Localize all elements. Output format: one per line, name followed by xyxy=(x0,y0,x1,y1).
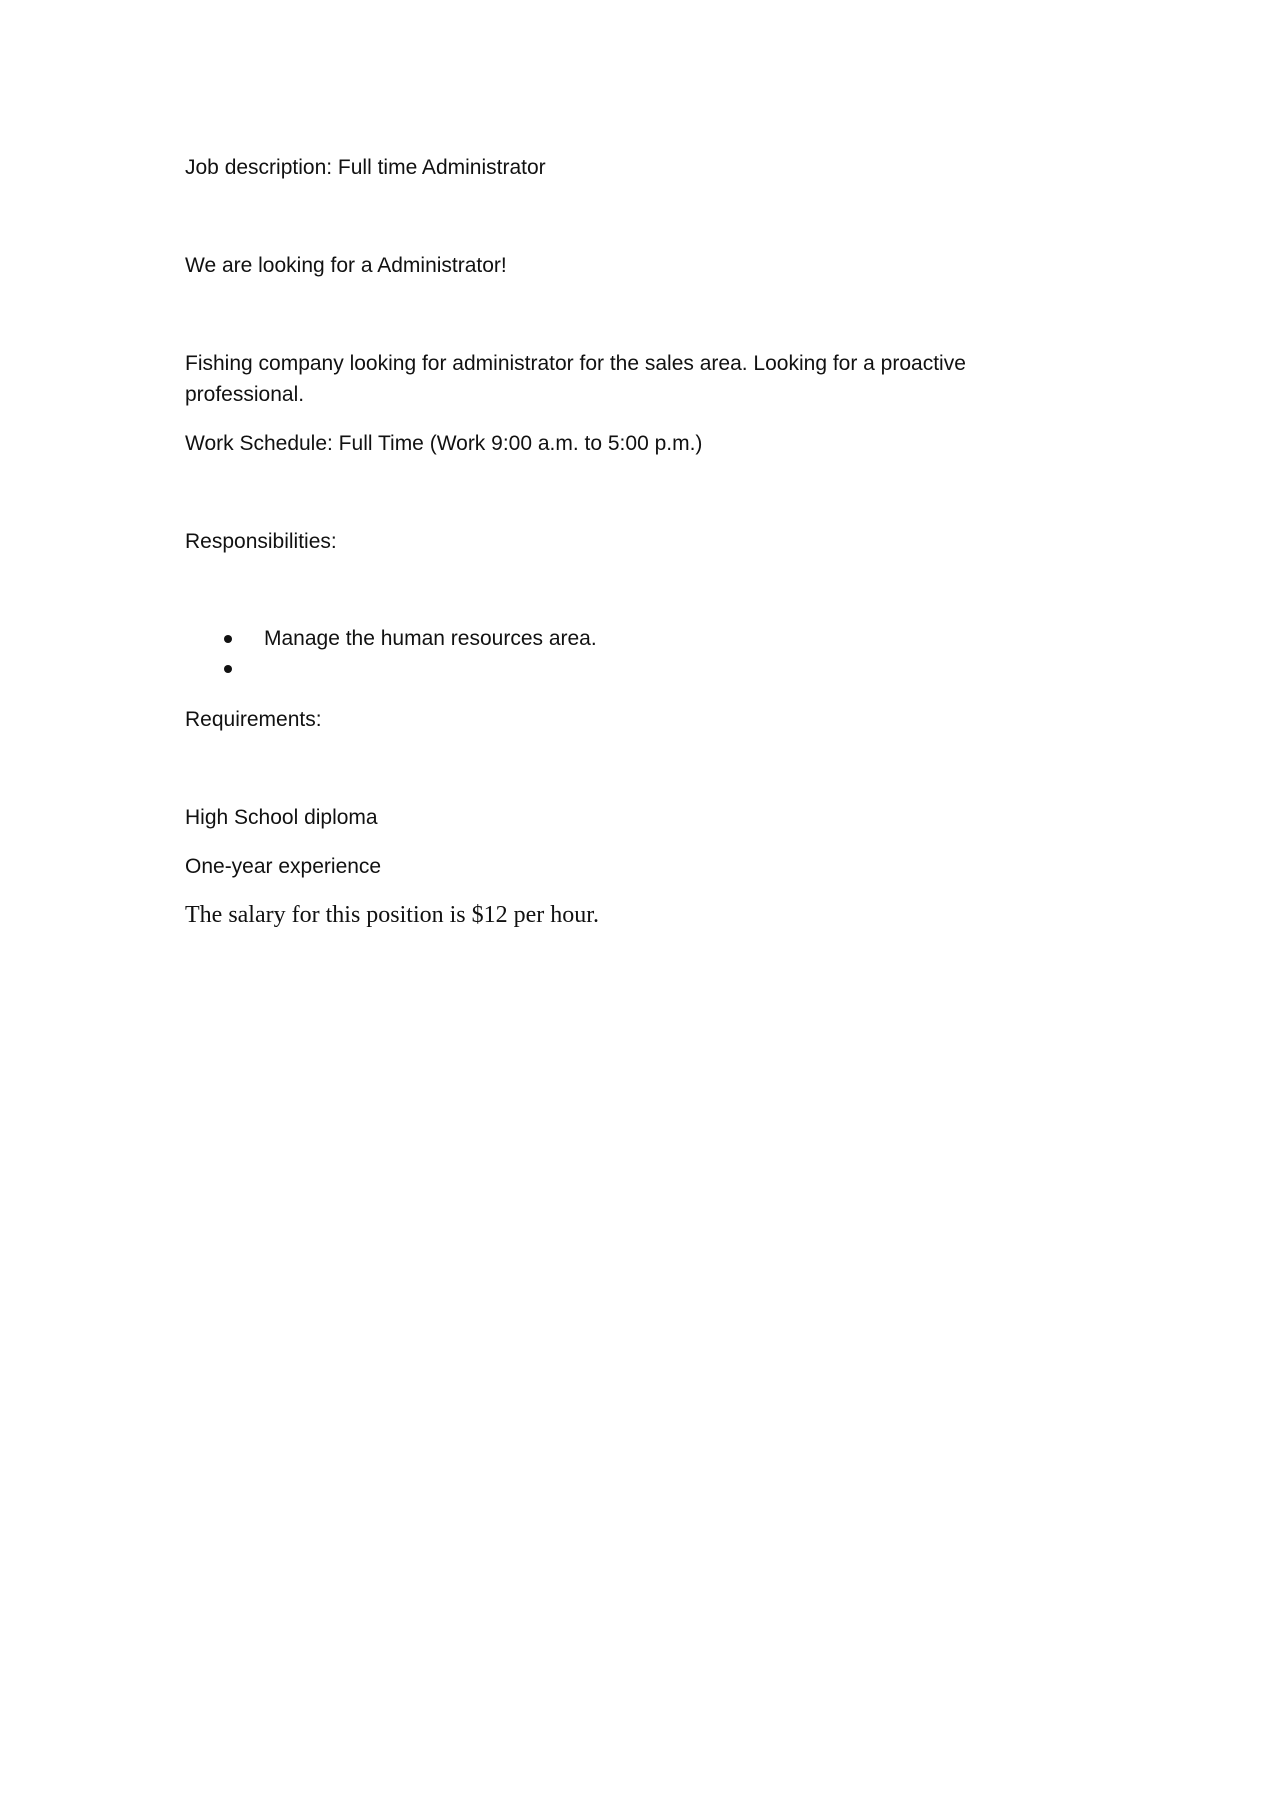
headline: We are looking for a Administrator! xyxy=(185,254,507,277)
bullet-icon xyxy=(224,635,232,643)
responsibilities-list xyxy=(185,624,597,684)
requirement-item: One-year experience xyxy=(185,855,382,878)
list-item xyxy=(185,624,597,654)
requirements-heading: Requirements: xyxy=(185,708,322,731)
bullet-icon xyxy=(224,665,232,673)
responsibilities-heading: Responsibilities: xyxy=(185,530,337,553)
intro-paragraph: Fishing company looking for administrator for the sales area. Looking for a proactive professional. xyxy=(185,352,966,406)
salary-statement: The salary for this position is $12 per hour. xyxy=(185,902,599,928)
list-item xyxy=(185,654,597,684)
work-schedule: Work Schedule: Full Time (Work 9:00 a.m. to 5:00 p.m.) xyxy=(185,432,703,455)
document-title: Job description: Full time Administrator xyxy=(185,156,546,179)
responsibility-text: Manage the human resources area. xyxy=(264,627,597,650)
requirement-item: High School diploma xyxy=(185,806,378,829)
